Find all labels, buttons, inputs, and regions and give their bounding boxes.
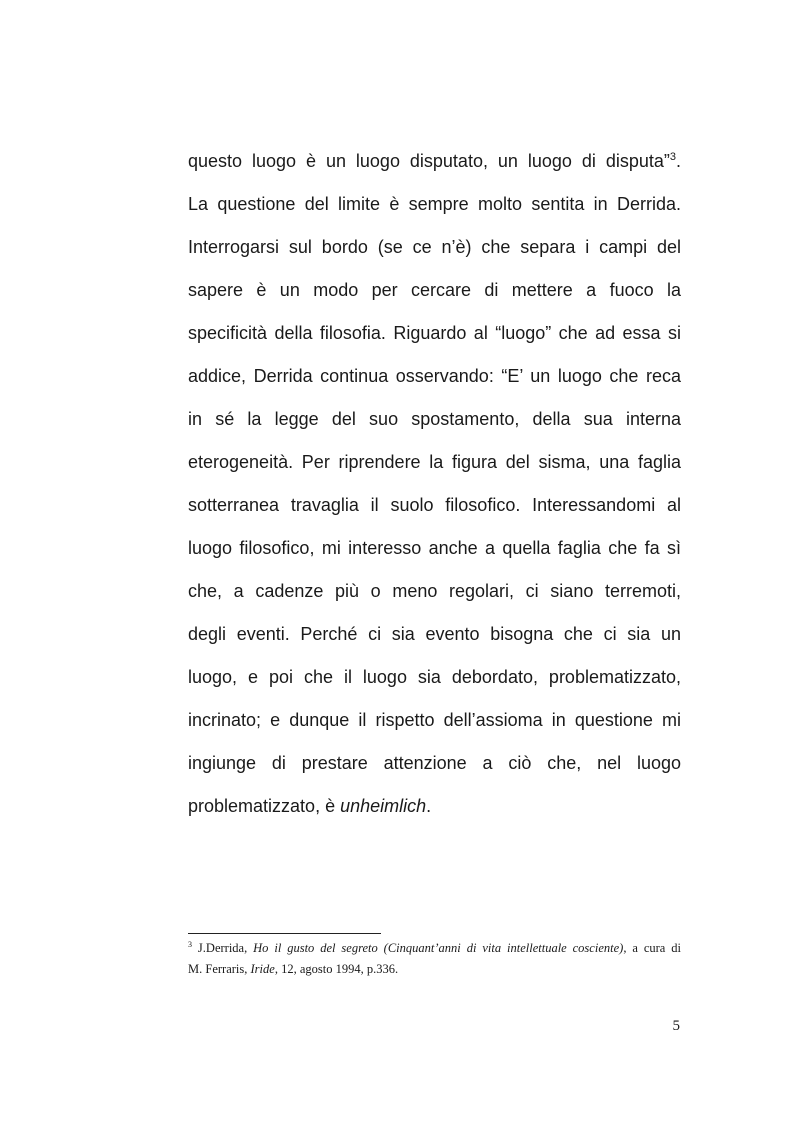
footnote-number: 3 [188, 939, 192, 949]
italic-term: unheimlich [340, 796, 427, 816]
footnote-line: $^3$ J.Derrida, Ho il gusto del segreto (Cinquant’anni di vita intellettuale cosciente), a cura di [188, 939, 681, 955]
text-line: sapere è un modo per cercare di mettere a fuoco la [188, 280, 681, 300]
text-line: luogo, e poi che il luogo sia debordato, problematizzato, [188, 667, 681, 687]
text-line: La questione del limite è sempre molto sentita in Derrida. [188, 194, 681, 214]
main-paragraph [188, 140, 681, 828]
footnote-journal: Iride [250, 962, 275, 976]
footnote-reference[interactable]: 3 [669, 151, 676, 163]
text-line: degli eventi. Perché ci sia evento bisogna che ci sia un [188, 624, 681, 644]
footnote-separator [188, 933, 381, 934]
footnote-title: Ho il gusto del segreto (Cinquant’anni di vita intellettuale cosciente) [253, 941, 624, 955]
text-line: sotterranea travaglia il suolo filosofico. Interessandomi al [188, 495, 681, 515]
text-line: che, a cadenze più o meno regolari, ci siano terremoti, [188, 581, 681, 601]
text-line: incrinato; e dunque il rispetto dell’assioma in questione mi [188, 710, 681, 730]
page-number: 5 [672, 1018, 680, 1034]
footnote [188, 938, 681, 980]
text-line: addice, Derrida continua osservando: “E’ un luogo che reca [188, 366, 681, 386]
text-line: in sé la legge del suo spostamento, della sua interna [188, 409, 681, 429]
text-line: problematizzato, è unheimlich. [188, 796, 432, 816]
text-line: specificità della filosofia. Riguardo al “luogo” che ad essa si [188, 323, 681, 343]
text-line: eterogeneità. Per riprendere la figura del sisma, una faglia [188, 452, 681, 472]
text-line: questo luogo è un luogo disputato, un luogo di disputa”$^3$. [188, 151, 681, 171]
text-line: luogo filosofico, mi interesso anche a quella faglia che fa sì [188, 538, 681, 558]
footnote-line: M. Ferraris, Iride, 12, agosto 1994, p.336. [188, 962, 399, 976]
text-line: ingiunge di prestare attenzione a ciò che, nel luogo [188, 753, 681, 773]
text-line: Interrogarsi sul bordo (se ce n’è) che separa i campi del [188, 237, 681, 257]
